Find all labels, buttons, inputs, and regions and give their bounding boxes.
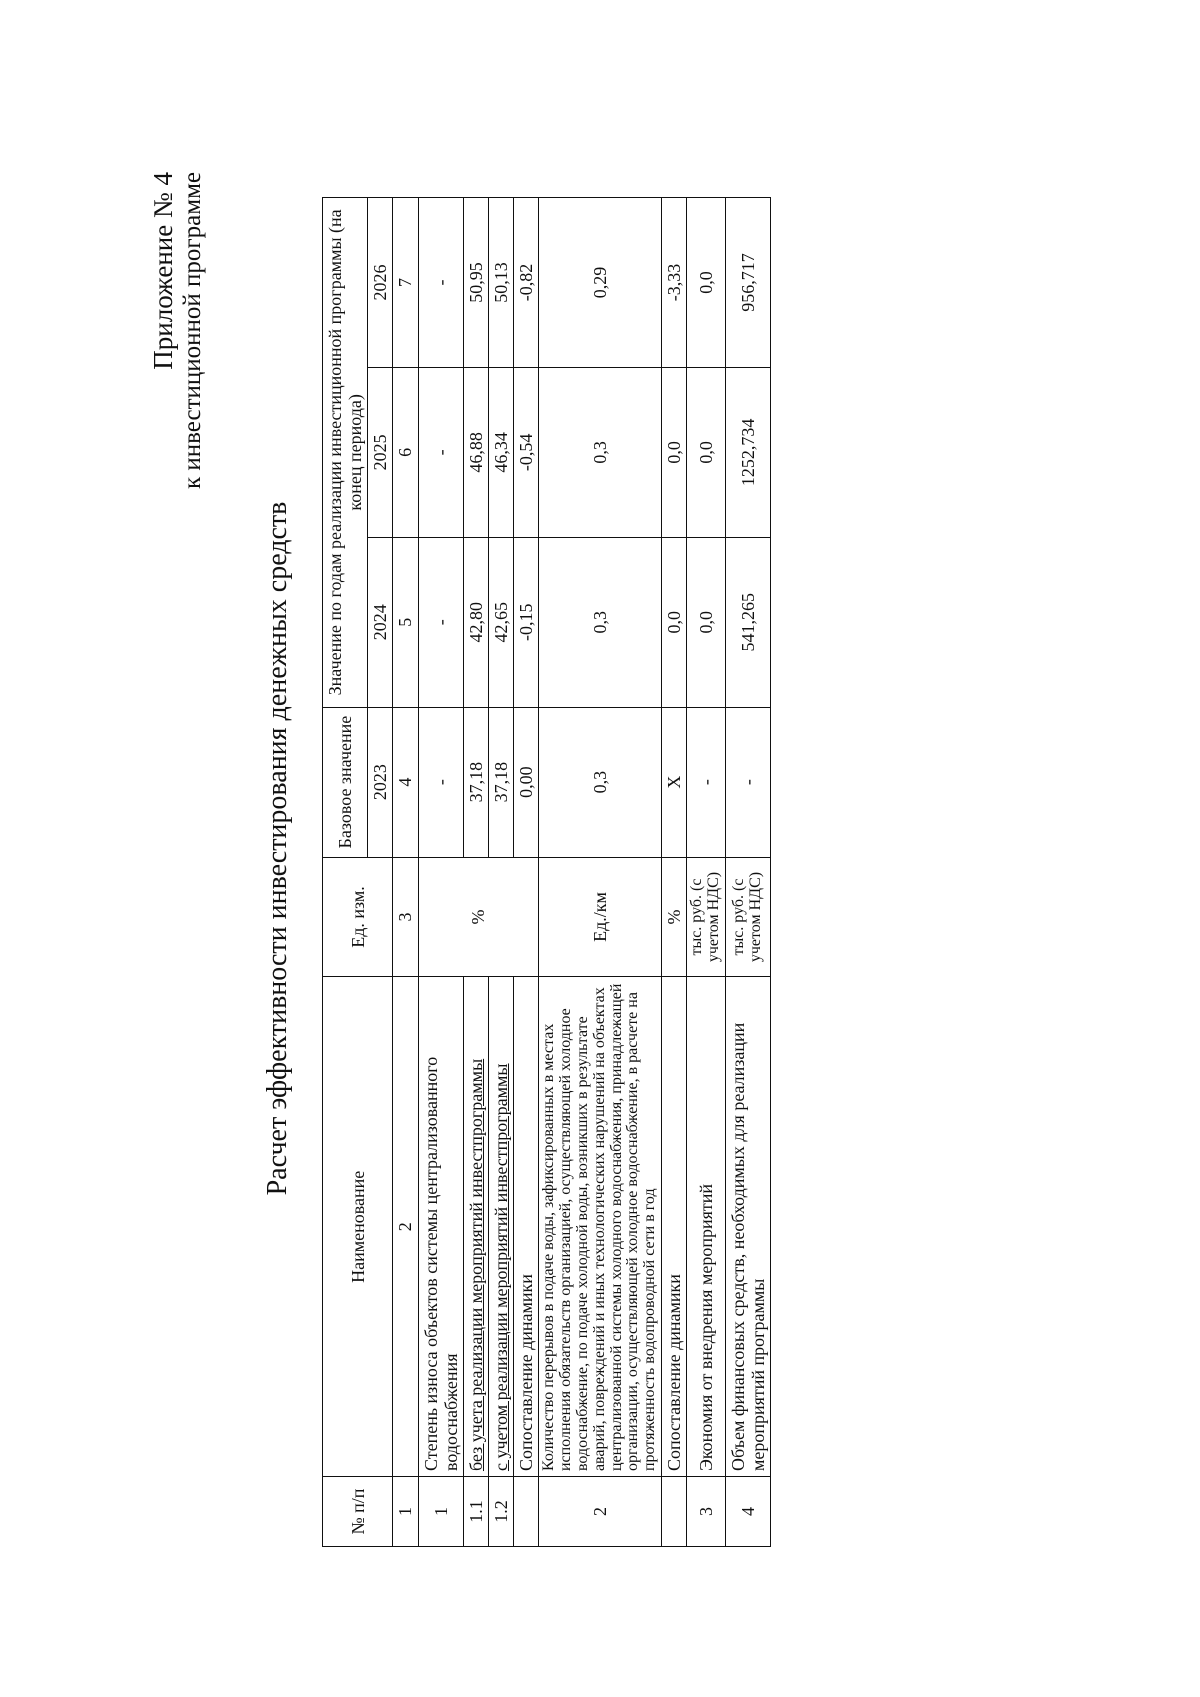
- row-num: 1: [418, 1477, 463, 1547]
- row-name: Количество перерывов в подаче воды, зафиксированных в местах исполнения обязательств организацией, осуществляющей холодное водоснабжение, по подаче холодной воды, возникших в результате аварий, повреждений и иных технологических нарушений на объектах централизованной системы холодного водоснабжения, принадлежащей организации, осуществляющей холодное водоснабжение, в расчете на протяженность водопроводной сети в год: [539, 977, 662, 1477]
- row-name: Сопоставление динамики: [661, 977, 686, 1477]
- row-2026: 50,95: [463, 198, 488, 368]
- row-name: с учетом реализации мероприятий инвестпрограммы: [491, 1063, 512, 1472]
- header-num: № п/п: [323, 1477, 393, 1547]
- efficiency-table: [322, 197, 771, 1547]
- colnum-5: 5: [393, 537, 418, 707]
- table-row: [687, 198, 726, 1547]
- row-2025: 46,88: [463, 367, 488, 537]
- colnum-3: 3: [393, 857, 418, 977]
- header-unit: Ед. изм.: [323, 857, 393, 977]
- header-year-2025: 2025: [368, 367, 393, 537]
- annex-header: [148, 172, 208, 489]
- row-num: 1.2: [489, 1477, 514, 1547]
- colnum-2: 2: [393, 977, 418, 1477]
- table-row: [661, 198, 686, 1547]
- header-year-2024: 2024: [368, 537, 393, 707]
- row-base: 37,18: [463, 707, 488, 857]
- header-base: Базовое значение: [323, 707, 368, 857]
- header-year-2026: 2026: [368, 198, 393, 368]
- colnum-1: 1: [393, 1477, 418, 1547]
- header-years-group: Значение по годам реализации инвестиционной программы (на конец периода): [323, 198, 368, 708]
- row-base: -: [725, 707, 770, 857]
- row-2025: -0,54: [514, 367, 539, 537]
- row-2026: 0,0: [687, 198, 726, 368]
- row-num: [661, 1477, 686, 1547]
- row-num: 1.1: [463, 1477, 488, 1547]
- row-2024: 0,0: [661, 537, 686, 707]
- row-2024: -0,15: [514, 537, 539, 707]
- row-2026: 0,29: [539, 198, 662, 368]
- row-base: 0,3: [539, 707, 662, 857]
- row-name: Степень износа объектов системы централизованного водоснабжения: [418, 977, 463, 1477]
- row-name: без учета реализации мероприятий инвестпрограммы: [465, 1058, 486, 1472]
- row-base: -: [687, 707, 726, 857]
- row-base: -: [418, 707, 463, 857]
- row-2025: 0,0: [661, 367, 686, 537]
- row-2025: 0,3: [539, 367, 662, 537]
- header-row: [323, 198, 368, 1547]
- colnum-7: 7: [393, 198, 418, 368]
- row-2026: -3,33: [661, 198, 686, 368]
- header-base-year: 2023: [368, 707, 393, 857]
- row-unit: %: [661, 857, 686, 977]
- header-name: Наименование: [323, 977, 393, 1477]
- row-2025: -: [418, 367, 463, 537]
- table-row: [539, 198, 662, 1547]
- row-2025: 46,34: [489, 367, 514, 537]
- row-2026: -: [418, 198, 463, 368]
- column-number-row: [393, 198, 418, 1547]
- colnum-6: 6: [393, 367, 418, 537]
- row-2024: -: [418, 537, 463, 707]
- row-base: Х: [661, 707, 686, 857]
- row-2024: 42,65: [489, 537, 514, 707]
- row-2024: 0,0: [687, 537, 726, 707]
- row-base: 0,00: [514, 707, 539, 857]
- annex-number: Приложение № 4: [148, 172, 178, 370]
- row-base: 37,18: [489, 707, 514, 857]
- table-row: [418, 198, 463, 1547]
- row-unit: тыс. руб. (с учетом НДС): [725, 857, 770, 977]
- colnum-4: 4: [393, 707, 418, 857]
- row-num: 4: [725, 1477, 770, 1547]
- row-2025: 1252,734: [725, 367, 770, 537]
- row-num: 3: [687, 1477, 726, 1547]
- row-2026: 50,13: [489, 198, 514, 368]
- row-num: 2: [539, 1477, 662, 1547]
- document-title: Расчет эффективности инвестирования денежных средств: [262, 501, 293, 1196]
- row-unit: тыс. руб. (с учетом НДС): [687, 857, 726, 977]
- row-name: Экономия от внедрения мероприятий: [687, 977, 726, 1477]
- row-2024: 0,3: [539, 537, 662, 707]
- row-num: [514, 1477, 539, 1547]
- row-unit: Ед./км: [539, 857, 662, 977]
- row-unit: %: [418, 857, 539, 977]
- row-2026: 956,717: [725, 198, 770, 368]
- row-name: Объем финансовых средств, необходимых для реализации мероприятий программы: [725, 977, 770, 1477]
- annex-subtitle: к инвестиционной программе: [179, 172, 207, 490]
- row-name: Сопоставление динамики: [514, 977, 539, 1477]
- row-2024: 541,265: [725, 537, 770, 707]
- table-row: [725, 198, 770, 1547]
- row-2025: 0,0: [687, 367, 726, 537]
- row-2024: 42,80: [463, 537, 488, 707]
- row-2026: -0,82: [514, 198, 539, 368]
